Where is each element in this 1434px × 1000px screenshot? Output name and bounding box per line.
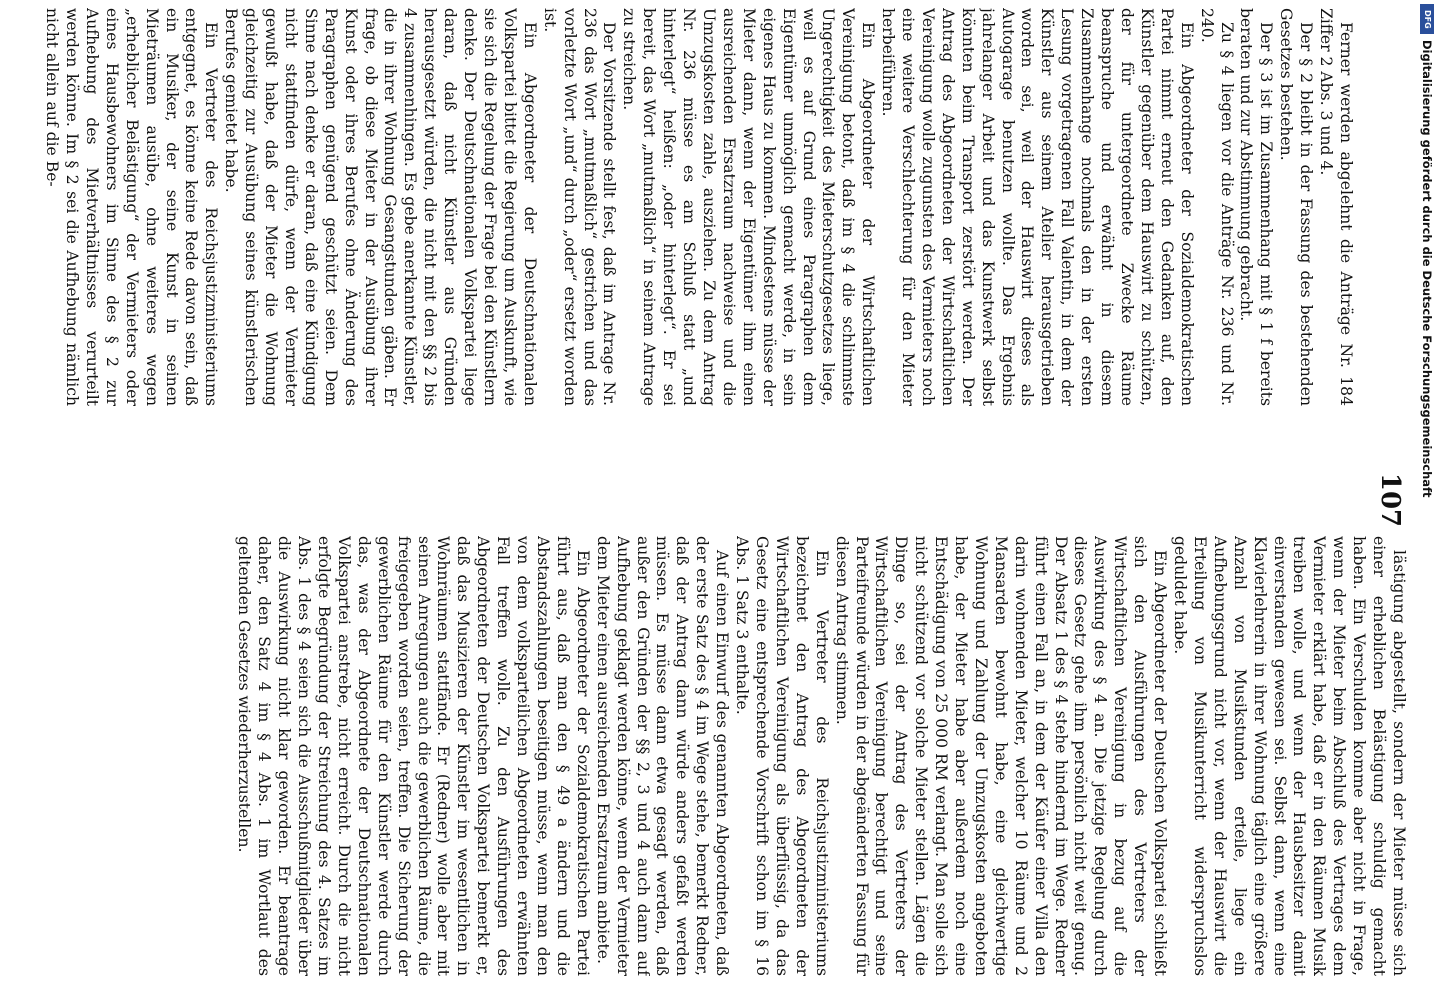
paragraph: Ein Vertreter des Reichsjustizministeriums bezeichnet den Antrag des Abgeordneten der Wirtschaftlichen Vereinigung als überflüssig, da das Gesetz eine entsprechende Vorschrift schon im § 16 Abs. 1 Satz 3 enthalte. xyxy=(733,536,831,976)
paragraph: Der § 2 bleibt in der Fassung des bestehenden Gesetzes bestehen. xyxy=(1277,8,1316,406)
left-text-column xyxy=(35,8,1355,406)
paragraph: Auf einen Einwurf des genannten Abgeordneten, daß der erste Satz des § 4 im Wege stehe, bemerkt Redner, daß der Antrag dann würde anders gefaßt werden müssen. Es müsse dann etwa gesagt werden, daß außer den Gründen der §§ 2, 3 und 4 auch dann auf Aufhebung geklagt werden könne, wenn der Vermieter dem Mieter einen ausreichenden Ersatzraum anbiete. xyxy=(593,536,732,976)
paragraph: Ein Abgeordneter der Deutschen Volkspartei schließt sich den Ausführungen des Vertreters der Wirtschaftlichen Vereinigung in bezug auf die Auswirkung des § 4 an. Die jetzige Regelung durch dieses Gesetz gehe ihm persönlich nicht weit genug. Der Absatz 1 des § 4 stehe hindernd im Wege. Redner führt einen Fall an, in dem der Käufer einer Villa den darin wohnenden Mieter, welcher 10 Räume und 2 Mansarden bewohnt habe, eine gleichwertige Wohnung und Zahlung der Umzugskosten angeboten habe, der Mieter habe aber außerdem noch eine Entschädigung von 25 000 RM verlangt. Man solle sich nicht schützend vor solche Mieter stellen. Lägen die Dinge so, sei der Antrag des Vertreters der Wirtschaftlichen Vereinigung berechtigt und seine Parteifreunde würden in der abgeänderten Fassung für diesen Antrag stimmen. xyxy=(832,536,1170,976)
paragraph: Der § 3 ist im Zusammenhang mit § 1 f bereits beraten und zur Abstimmung gebracht. xyxy=(1237,8,1276,406)
paragraph: Ein Abgeordneter der Sozialdemokratischen Partei führt aus, daß man den § 49 a ändern und die Abstandszahlungen beseitigen müsse, wenn man den von dem volksparteilichen Abgeordneten erwähnten Fall treffen wolle. Zu den Ausführungen des Abgeordneten der Deutschen Volkspartei bemerkt er, daß das Musizieren der Künstler im wesentlichen in Wohnräumen stattfände. Er (Redner) wolle aber mit seinen Anregungen auch die gewerblichen Räume, die freigegeben worden seien, treffen. Die Sicherung der gewerblichen Räume für den Künstler werde durch das, was der Abgeordnete der Deutschnationalen Volkspartei anstrebe, nicht erreicht. Durch die nicht erfolgte Begründung der Streichung des 4. Satzes im Abs. 1 des § 4 seien sich die Ausschußmitglieder über die Auswirkung nicht klar geworden. Er beantrage daher, den Satz 4 im § 4 Abs. 1 im Wortlaut des geltenden Gesetzes wiederherzustellen. xyxy=(235,536,592,976)
paragraph: lästigung abgestellt, sondern der Mieter müsse sich einer erheblichen Belästigung schuldig gemacht haben. Ein Verschulden komme aber nicht in Frage, wenn der Mieter beim Abschluß des Vertrages dem Vermieter erklärt habe, daß er in den Räumen Musik treiben wolle, und wenn der Hausbesitzer damit einverstanden gewesen sei. Selbst dann, wenn eine Klavierlehrerin in ihrer Wohnung täglich eine größere Anzahl von Musikstunden erteile, liege ein Aufhebungsgrund nicht vor, wenn der Hauswirt die Erteilung von Musikunterricht widerspruchslos geduldet habe. xyxy=(1171,536,1408,976)
right-text-column xyxy=(88,536,1408,976)
paragraph: Ein Vertreter des Reichsjustizministeriums entgegnet, es könne keine Rede davon sein, daß ein Musiker, der seine Kunst in seinen Mieträumen ausübe, ohne weiteres wegen „erheblicher Belästigung“ der Vermieters oder eines Hausbewohners im Sinne des § 2 zur Aufhebung des Mietverhältnisses verurteilt werden könne. Im § 2 sei die Aufhebung nämlich nicht allein auf die Be- xyxy=(43,8,221,406)
paragraph: Ein Abgeordneter der Sozialdemokratischen Partei nimmt erneut den Gedanken auf, den Künstler gegenüber dem Hauswirt zu schützen, der für untergeordnete Zwecke Räume beanspruche und erwähnt in diesem Zusammenhange nochmals den in der ersten Lesung vorgetragenen Fall Valentin, in dem der Künstler aus seinem Atelier herausgetrieben worden sei, weil der Hauswirt dieses als Autogarage benutzen wollte. Das Ergebnis jahrelanger Arbeit und das Kunstwerk selbst könnten beim Transport zerstört werden. Der Antrag des Abgeordneten der Wirtschaftlichen Vereinigung wolle zugunsten des Vermieters noch eine weitere Verschlechterung für den Mieter herbeiführen. xyxy=(879,8,1196,406)
paragraph: Zu § 4 liegen vor die Anträge Nr. 236 und Nr. 240. xyxy=(1197,8,1236,406)
document-page xyxy=(27,0,1407,1000)
digitization-note-text: Digitalisierung gefördert durch die Deutsche Forschungsgemeinschaft xyxy=(1420,40,1434,498)
page-number: 107 xyxy=(1375,472,1405,528)
paragraph: Ferner werden abgelehnt die Anträge Nr. 184 Ziffer 2 Abs. 3 und 4. xyxy=(1317,8,1355,406)
paragraph: Ein Abgeordneter der Deutschnationalen Volkspartei bittet die Regierung um Auskunft, wie sie sich die Regelung der Frage bei den Künstlern denke. Der Deutschnationalen Volkspartei liege daran, daß nicht Künstler aus Gründen herausgesetzt würden, die nicht mit den §§ 2 bis 4 zusammenhingen. Es gebe anerkannte Künstler, die in ihrer Wohnung Gesangstunden gäben. Er frage, ob diese Mieter in der Ausübung ihrer Kunst oder ihres Berufes ohne Änderung des Paragraphen genügend geschützt seien. Dem Sinne nach denke er daran, daß eine Kündigung nicht stattfinden dürfe, wenn der Vermieter gewußt habe, daß der Mieter die Wohnung gleichzeitig zur Ausübung seines künstlerischen Berufes gemietet habe. xyxy=(222,8,539,406)
paragraph: Ein Abgeordneter der Wirtschaftlichen Vereinigung betont, daß im § 4 die schlimmste Ungerechtigkeit des Mieterschutzgesetzes liege, weil es auf Grund eines Paragraphen dem Eigentümer unmöglich gemacht werde, in sein eigenes Haus zu kommen. Mindestens müsse der Mieter dann, wenn der Eigentümer ihm einen ausreichenden Ersatzraum nachweise und die Umzugskosten zahle, ausziehen. Zu dem Antrag Nr. 236 müsse es am Schluß statt „und hinterlegt“ heißen: „oder hinterlegt“. Er sei bereit, das Wort „mutmaßlich“ in seinem Antrage zu streichen. xyxy=(620,8,878,406)
paragraph: Der Vorsitzende stellt fest, daß im Antrage Nr. 236 das Wort „mutmaßlich“ gestrichen und das vorletzte Wort „und“ durch „oder“ ersetzt worden ist. xyxy=(540,8,619,406)
dfg-logo-badge: DFG xyxy=(1420,4,1434,34)
